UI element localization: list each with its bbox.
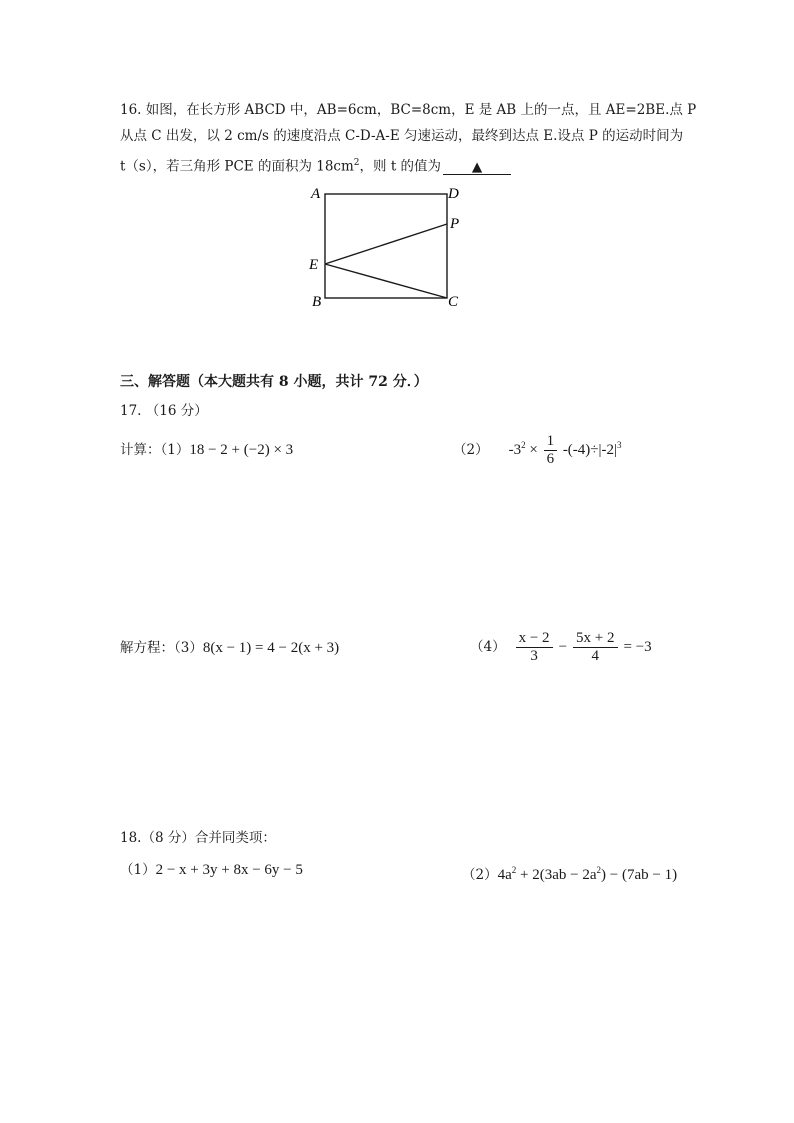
section-title: 三、解答题（本大题共有 8 小题，共计 72 分．） bbox=[120, 374, 428, 390]
label-a: A bbox=[311, 186, 321, 202]
equation-rhs: = −3 bbox=[623, 638, 652, 655]
label-e: E bbox=[309, 257, 319, 273]
q17-label4: （4） bbox=[470, 639, 506, 655]
q18-item2 bbox=[462, 860, 677, 885]
q17-item1 bbox=[120, 440, 293, 460]
segment-ec bbox=[325, 264, 447, 298]
q18-expr2-sup2: 2 bbox=[596, 865, 601, 875]
fraction-right-numerator: 5x + 2 bbox=[573, 630, 617, 648]
expr2-sup: 2 bbox=[521, 439, 526, 450]
q17-expr3: 8(x − 1) = 4 − 2(x + 3) bbox=[202, 640, 340, 656]
rectangle-figure bbox=[300, 182, 480, 314]
fraction-right-denominator: 4 bbox=[591, 647, 600, 664]
q17-header: 17. （16 分） bbox=[120, 403, 208, 419]
q18-item1 bbox=[120, 860, 303, 880]
q16-line3 bbox=[120, 153, 511, 177]
q16-unit-superscript: 2 bbox=[353, 158, 360, 168]
q16-line3-tail: ，则 t 的值为 bbox=[359, 158, 442, 175]
q16-line3-text: t（s），若三角形 PCE 的面积为 18cm bbox=[120, 158, 354, 175]
q17-item4 bbox=[470, 624, 652, 670]
q18-expr2-part-a: 4a bbox=[497, 867, 512, 883]
expr2-part-b: -(-4)÷|-2| bbox=[562, 441, 618, 458]
label-b: B bbox=[312, 294, 322, 310]
q16-line2: 从点 C 出发，以 2 cm/s 的速度沿点 C-D-A-E 匀速运动，最终到达点 E.设点 P 的运动时间为 bbox=[120, 128, 684, 144]
segment-ep bbox=[325, 224, 447, 264]
minus-sign: − bbox=[558, 638, 568, 655]
times-sign: × bbox=[529, 441, 538, 458]
q17-expr1: 18 − 2 + (−2) × 3 bbox=[189, 442, 294, 458]
q16-line1: 16. 如图，在长方形 ABCD 中，AB=6cm，BC=8cm，E 是 AB 上的一点，且 AE=2BE.点 P bbox=[120, 102, 697, 118]
q18-expr2-part-b: + 2(3ab − 2a bbox=[516, 867, 597, 883]
q17-expr4 bbox=[514, 630, 652, 665]
q18-expr2 bbox=[498, 867, 677, 883]
expr2-sup3: 3 bbox=[617, 439, 622, 450]
q18-expr2-part-c: ) − (7ab − 1) bbox=[601, 867, 678, 883]
label-p: P bbox=[450, 216, 460, 232]
rectangle-abcd bbox=[325, 194, 447, 298]
q17-item3 bbox=[120, 638, 339, 658]
triangle-icon: ▲ bbox=[471, 158, 483, 175]
label-c: C bbox=[448, 294, 459, 310]
fraction-one-sixth bbox=[544, 433, 558, 468]
expr2-part-a: -3 bbox=[508, 441, 522, 458]
q18-label2: （2） bbox=[462, 867, 498, 883]
q17-item2 bbox=[453, 430, 622, 470]
q18-header: 18.（8 分）合并同类项： bbox=[120, 830, 276, 846]
fraction-denominator: 6 bbox=[546, 450, 555, 467]
calc-label: 计算：（1） bbox=[120, 442, 190, 458]
fraction-numerator: 1 bbox=[544, 433, 558, 451]
q17-expr2 bbox=[509, 433, 622, 468]
q18-expr1: 2 − x + 3y + 8x − 6y − 5 bbox=[155, 862, 303, 878]
fraction-left bbox=[516, 630, 553, 665]
q18-expr2-sup: 2 bbox=[511, 865, 517, 875]
label-d: D bbox=[448, 186, 459, 202]
equation-label: 解方程：（3） bbox=[120, 640, 203, 656]
fraction-left-denominator: 3 bbox=[530, 647, 538, 664]
fraction-left-numerator: x − 2 bbox=[516, 630, 553, 648]
q18-label1: （1） bbox=[120, 862, 156, 878]
answer-blank[interactable] bbox=[443, 160, 511, 175]
fraction-right bbox=[573, 630, 617, 665]
q17-label2: （2） bbox=[453, 442, 489, 458]
